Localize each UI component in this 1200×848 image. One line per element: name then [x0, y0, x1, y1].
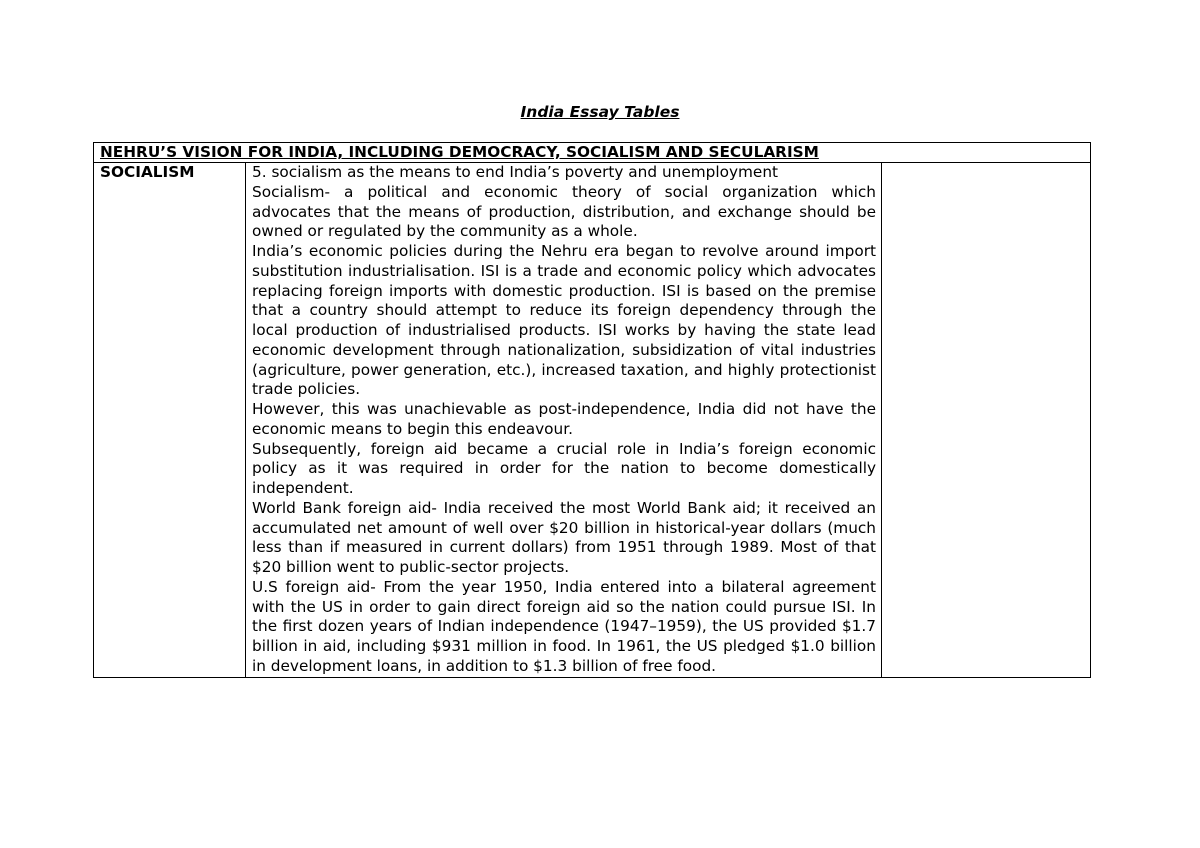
- paragraph-socialism-definition: Socialism- a political and economic theory of social organization which advocates that the means of production, distribution, and exchange should be owned or regulated by the community as a whole.: [252, 182, 876, 241]
- paragraph-isi-policy: India’s economic policies during the Nehru era began to revolve around import substitution industrialisation. ISI is a trade and economic policy which advocates replacing foreign imports with domestic production. ISI is based on the premise that a country should attempt to reduce its foreign dependency through the local production of industrialised products. ISI works by having the state lead economic development through nationalization, subsidization of vital industries (agriculture, power generation, etc.), increased taxation, and highly protectionist trade policies.: [252, 242, 876, 399]
- paragraph-point-heading: 5. socialism as the means to end India’s poverty and unemployment: [252, 163, 779, 181]
- table-row: [94, 163, 1091, 678]
- essay-table: [93, 142, 1091, 678]
- table-header: NEHRU’S VISION FOR INDIA, INCLUDING DEMOCRACY, SOCIALISM AND SECULARISM: [94, 143, 1091, 163]
- row-label-socialism: SOCIALISM: [94, 163, 246, 678]
- row-content: [246, 163, 882, 678]
- paragraph-us-foreign-aid: U.S foreign aid- From the year 1950, India entered into a bilateral agreement with the US in order to gain direct foreign aid so the nation could pursue ISI. In the first dozen years of Indian independence (1947–1959), the US provided $1.7 billion in aid, including $931 million in food. In 1961, the US pledged $1.0 billion in development loans, in addition to $1.3 billion of free food.: [252, 577, 876, 675]
- table-header-row: [94, 143, 1091, 163]
- paragraph-unachievable: However, this was unachievable as post-independence, India did not have the economic means to begin this endeavour.: [252, 400, 876, 438]
- paragraph-world-bank-aid: World Bank foreign aid- India received the most World Bank aid; it received an accumulated net amount of well over $20 billion in historical-year dollars (much less than if measured in current dollars) from 1951 through 1989. Most of that $20 billion went to public-sector projects.: [252, 498, 876, 576]
- row-notes-cell: [882, 163, 1091, 678]
- document-title: India Essay Tables: [520, 103, 680, 121]
- paragraph-foreign-aid-role: Subsequently, foreign aid became a crucial role in India’s foreign economic policy as it was required in order for the nation to become domestically independent.: [252, 439, 876, 497]
